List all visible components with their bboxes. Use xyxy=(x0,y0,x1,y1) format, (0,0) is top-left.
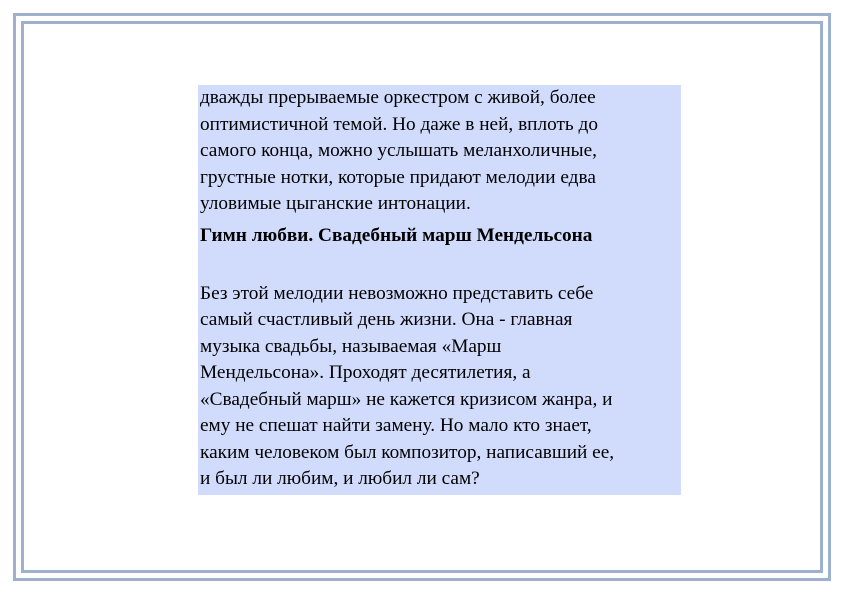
section-heading: Гимн любви. Свадебный марш Мендельсона xyxy=(200,224,593,246)
paragraph-body: Без этой мелодии невозможно представить себе самый счастливый день жизни. Она - главная музыка свадьбы, называемая «Марш Мендельсона». Проходят десятилетия, а «Свадебный марш» не кажется кризисом жанра, и ему не спешат найти замену. Но мало кто знает, каким человеком был композитор, написавший ее, и был ли любим, и любил ли сам? xyxy=(200,282,615,489)
paragraph-intro: дважды прерываемые оркестром с живой, более оптимистичной темой. Но даже в ней, вплоть до самого конца, можно услышать меланхоличные, грустные нотки, которые придают мелодии едва уловимые цыганские интонации. xyxy=(200,87,598,214)
text-box xyxy=(198,85,681,495)
